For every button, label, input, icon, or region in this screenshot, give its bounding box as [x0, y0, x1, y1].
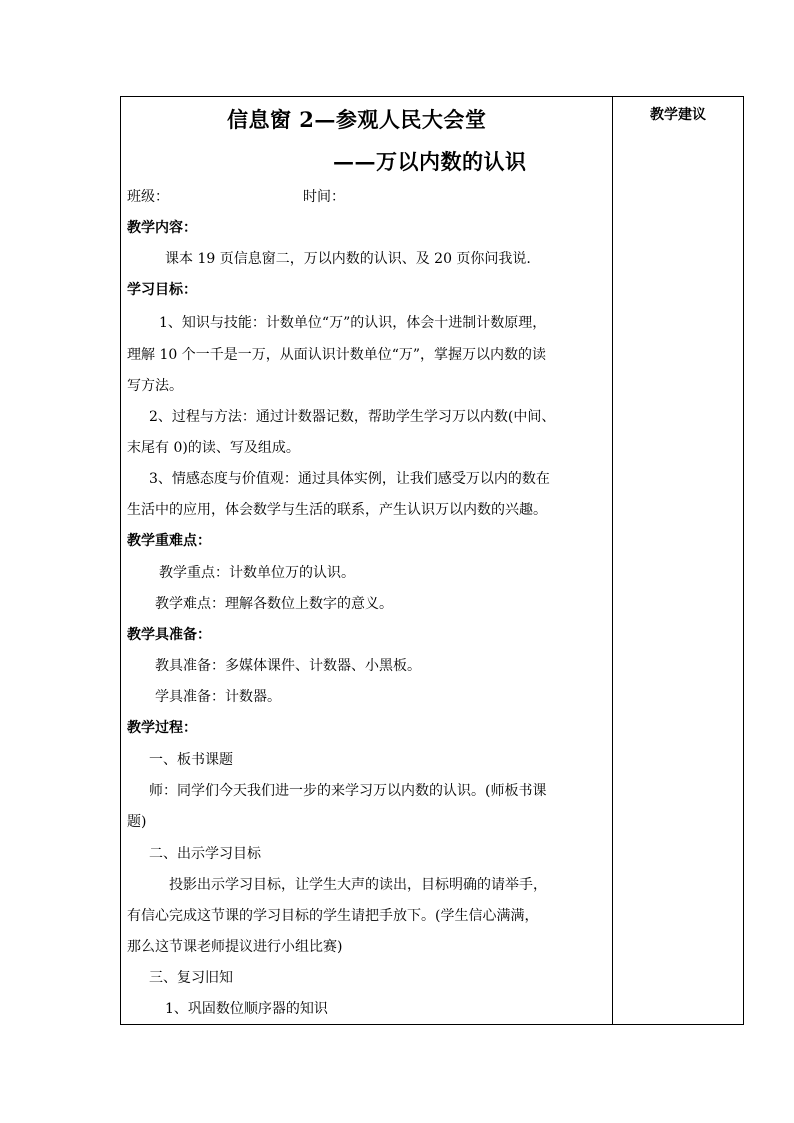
keypoint-text: 教学重点：计数单位万的认识。: [159, 565, 355, 581]
step1-text-line2: 题): [127, 814, 147, 830]
teacher-prep: 教具准备：多媒体课件、计数器、小黑板。: [155, 658, 421, 674]
goal3-line1: 3、情感态度与价值观：通过具体实例，让我们感受万以内的数在: [149, 471, 550, 487]
step1-heading: 一、板书课题: [149, 752, 233, 768]
goal3-line2: 生活中的应用，体会数学与生活的联系，产生认识万以内数的兴趣。: [127, 502, 547, 518]
process-heading: 教学过程：: [127, 720, 197, 736]
column-divider: [612, 96, 613, 1025]
goal1-line1: 1、知识与技能：计数单位“万”的认识，体会十进制计数原理，: [159, 315, 547, 331]
goal2-line2: 末尾有 0)的读、写及组成。: [127, 440, 300, 456]
step2-text-line2: 有信心完成这节课的学习目标的学生请把手放下。(学生信心满满，: [127, 908, 539, 924]
page-title: 信息窗 2—参观人民大会堂: [227, 107, 487, 132]
step3-item1: 1、巩固数位顺序器的知识: [165, 1001, 328, 1017]
class-label: 班级：: [127, 189, 169, 205]
content-text: 课本 19 页信息窗二，万以内数的认识、及 20 页你问我说.: [165, 251, 531, 267]
content-heading: 教学内容：: [127, 220, 197, 236]
step3-heading: 三、复习旧知: [149, 970, 233, 986]
goal2-line1: 2、过程与方法：通过计数器记数，帮助学生学习万以内数(中间、: [149, 409, 556, 425]
keypoints-heading: 教学重难点：: [127, 533, 211, 549]
difficulty-text: 教学难点：理解各数位上数字的意义。: [155, 596, 393, 612]
goal1-line3: 写方法。: [127, 378, 183, 394]
goals-heading: 学习目标：: [127, 282, 197, 298]
sidebar-title: 教学建议: [650, 107, 706, 123]
step2-text-line3: 那么这节课老师提议进行小组比赛): [127, 939, 343, 955]
sidebar-column: [614, 96, 742, 124]
prep-heading: 教学具准备：: [127, 627, 211, 643]
step2-heading: 二、出示学习目标: [149, 846, 261, 862]
time-label: 时间：: [303, 189, 345, 205]
step2-text-line1: 投影出示学习目标，让学生大声的读出，目标明确的请举手，: [169, 877, 547, 893]
page-subtitle: ——万以内数的认识: [333, 149, 527, 174]
student-prep: 学具准备：计数器。: [155, 689, 281, 705]
step1-text-line1: 师：同学们今天我们进一步的来学习万以内数的认识。(师板书课: [149, 783, 547, 799]
goal1-line2: 理解 10 个一千是一万，从面认识计数单位“万”，掌握万以内数的读: [127, 347, 547, 363]
